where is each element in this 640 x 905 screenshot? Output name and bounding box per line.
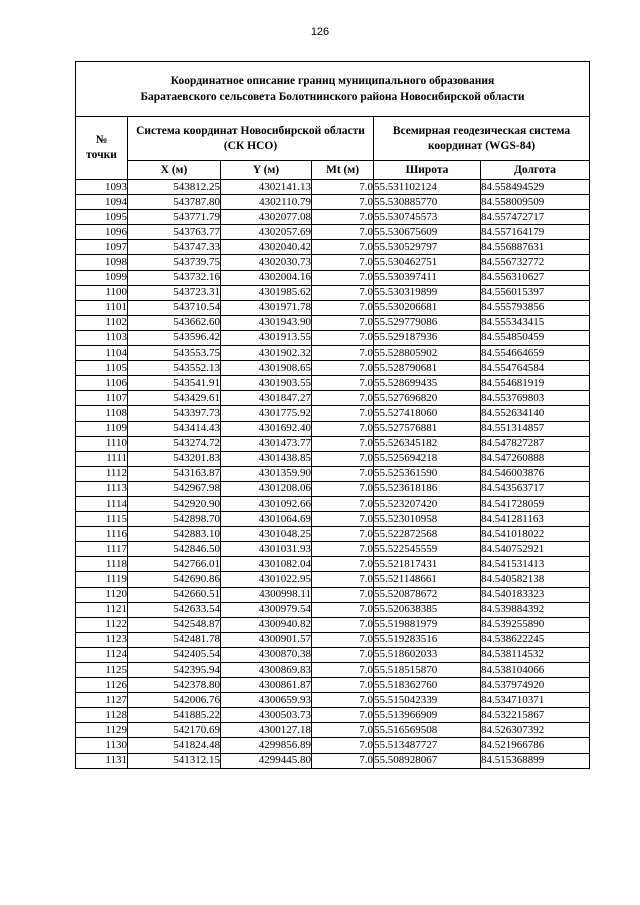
mt-cell: 7.0 [312,617,374,632]
table-row [76,527,590,542]
latitude-cell: 55.530206681 [374,300,481,315]
longitude-cell: 84.555343415 [481,315,590,330]
longitude-cell: 84.557164179 [481,225,590,240]
mt-cell: 7.0 [312,240,374,255]
longitude-cell: 84.539255890 [481,617,590,632]
y-cell: 4301473.77 [221,436,312,451]
x-cell: 542548.87 [128,617,221,632]
table-row [76,376,590,391]
y-cell: 4301359.90 [221,466,312,481]
y-cell: 4301971.78 [221,300,312,315]
table-row [76,300,590,315]
latitude-cell: 55.528805902 [374,346,481,361]
longitude-cell: 84.547827287 [481,436,590,451]
x-cell: 543739.75 [128,255,221,270]
longitude-cell: 84.541531413 [481,557,590,572]
x-cell: 543812.25 [128,180,221,195]
longitude-cell: 84.540183323 [481,587,590,602]
latitude-cell: 55.528790681 [374,361,481,376]
mt-cell: 7.0 [312,406,374,421]
mt-cell: 7.0 [312,723,374,738]
point-number-cell: 1113 [76,481,128,496]
x-cell: 543163.87 [128,466,221,481]
latitude-cell: 55.530885770 [374,195,481,210]
mt-cell: 7.0 [312,270,374,285]
mt-cell: 7.0 [312,210,374,225]
mt-cell: 7.0 [312,753,374,768]
table-row [76,496,590,511]
x-cell: 542006.76 [128,693,221,708]
longitude-cell: 84.554850459 [481,330,590,345]
y-cell: 4300861.87 [221,678,312,693]
mt-cell: 7.0 [312,391,374,406]
x-cell: 543763.77 [128,225,221,240]
x-cell: 542660.51 [128,587,221,602]
longitude-cell: 84.556015397 [481,285,590,300]
latitude-cell: 55.520638385 [374,602,481,617]
x-cell: 541824.48 [128,738,221,753]
x-cell: 543723.31 [128,285,221,300]
longitude-cell: 84.538622245 [481,632,590,647]
point-number-cell: 1112 [76,466,128,481]
x-cell: 543397.73 [128,406,221,421]
table-row [76,406,590,421]
table-row [76,663,590,678]
point-number-cell: 1110 [76,436,128,451]
table-row [76,285,590,300]
latitude-cell: 55.513966909 [374,708,481,723]
y-cell: 4301943.90 [221,315,312,330]
latitude-cell: 55.523010958 [374,512,481,527]
mt-cell: 7.0 [312,451,374,466]
table-row [76,436,590,451]
y-cell: 4299856.89 [221,738,312,753]
latitude-cell: 55.530462751 [374,255,481,270]
mt-cell: 7.0 [312,300,374,315]
header-wgs-system: Всемирная геодезическая система координат (WGS-84) [374,117,590,161]
table-row [76,512,590,527]
y-cell: 4300503.73 [221,708,312,723]
x-cell: 542766.01 [128,557,221,572]
mt-cell: 7.0 [312,466,374,481]
longitude-cell: 84.555793856 [481,300,590,315]
x-cell: 543429.61 [128,391,221,406]
header-longitude: Долгота [481,161,590,180]
point-number-cell: 1120 [76,587,128,602]
header-latitude: Широта [374,161,481,180]
longitude-cell: 84.543563717 [481,481,590,496]
latitude-cell: 55.523618186 [374,481,481,496]
longitude-cell: 84.540752921 [481,542,590,557]
point-number-cell: 1125 [76,663,128,678]
longitude-cell: 84.552634140 [481,406,590,421]
y-cell: 4301048.25 [221,527,312,542]
mt-cell: 7.0 [312,436,374,451]
x-cell: 542633.54 [128,602,221,617]
table-row [76,361,590,376]
mt-cell: 7.0 [312,663,374,678]
x-cell: 542846.50 [128,542,221,557]
point-number-cell: 1098 [76,255,128,270]
mt-cell: 7.0 [312,361,374,376]
point-number-cell: 1129 [76,723,128,738]
mt-cell: 7.0 [312,602,374,617]
x-cell: 543553.75 [128,346,221,361]
header-x: X (м) [128,161,221,180]
x-cell: 542170.69 [128,723,221,738]
latitude-cell: 55.530745573 [374,210,481,225]
y-cell: 4300659.93 [221,693,312,708]
latitude-cell: 55.529779086 [374,315,481,330]
latitude-cell: 55.519283516 [374,632,481,647]
point-number-cell: 1126 [76,678,128,693]
latitude-cell: 55.527696820 [374,391,481,406]
point-number-cell: 1117 [76,542,128,557]
table-row [76,678,590,693]
y-cell: 4302004.16 [221,270,312,285]
point-number-cell: 1097 [76,240,128,255]
table-row [76,421,590,436]
x-cell: 543552.13 [128,361,221,376]
x-cell: 542481.78 [128,632,221,647]
x-cell: 543732.16 [128,270,221,285]
mt-cell: 7.0 [312,496,374,511]
latitude-cell: 55.530319899 [374,285,481,300]
latitude-cell: 55.520878672 [374,587,481,602]
longitude-cell: 84.515368899 [481,753,590,768]
y-cell: 4301208.06 [221,481,312,496]
point-number-cell: 1093 [76,180,128,195]
y-cell: 4301082.04 [221,557,312,572]
point-number-cell: 1119 [76,572,128,587]
table-row [76,195,590,210]
header-mt: Mt (м) [312,161,374,180]
longitude-cell: 84.558494529 [481,180,590,195]
table-row [76,180,590,195]
table-body [76,180,590,769]
y-cell: 4300870.38 [221,647,312,662]
latitude-cell: 55.530675609 [374,225,481,240]
longitude-cell: 84.556887631 [481,240,590,255]
y-cell: 4302057.69 [221,225,312,240]
table-row [76,753,590,768]
mt-cell: 7.0 [312,180,374,195]
mt-cell: 7.0 [312,557,374,572]
mt-cell: 7.0 [312,632,374,647]
header-point-number: № точки [76,117,128,180]
mt-cell: 7.0 [312,421,374,436]
longitude-cell: 84.541281163 [481,512,590,527]
y-cell: 4300901.57 [221,632,312,647]
latitude-cell: 55.528699435 [374,376,481,391]
longitude-cell: 84.547260888 [481,451,590,466]
point-number-cell: 1095 [76,210,128,225]
latitude-cell: 55.530529797 [374,240,481,255]
y-cell: 4302110.79 [221,195,312,210]
table-row [76,708,590,723]
table-row [76,225,590,240]
longitude-cell: 84.556310627 [481,270,590,285]
y-cell: 4301913.55 [221,330,312,345]
point-number-cell: 1121 [76,602,128,617]
y-cell: 4301902.32 [221,346,312,361]
point-number-cell: 1105 [76,361,128,376]
longitude-cell: 84.532215867 [481,708,590,723]
point-number-cell: 1116 [76,527,128,542]
y-cell: 4300998.11 [221,587,312,602]
point-number-cell: 1123 [76,632,128,647]
x-cell: 543710.54 [128,300,221,315]
point-number-cell: 1101 [76,300,128,315]
longitude-cell: 84.553769803 [481,391,590,406]
point-number-cell: 1115 [76,512,128,527]
point-number-cell: 1108 [76,406,128,421]
longitude-cell: 84.541018022 [481,527,590,542]
longitude-cell: 84.526307392 [481,723,590,738]
longitude-cell: 84.534710371 [481,693,590,708]
longitude-cell: 84.540582138 [481,572,590,587]
y-cell: 4301064.69 [221,512,312,527]
mt-cell: 7.0 [312,195,374,210]
latitude-cell: 55.518515870 [374,663,481,678]
latitude-cell: 55.508928067 [374,753,481,768]
table-row [76,738,590,753]
y-cell: 4301692.40 [221,421,312,436]
x-cell: 543596.42 [128,330,221,345]
y-cell: 4301903.55 [221,376,312,391]
latitude-cell: 55.522872568 [374,527,481,542]
x-cell: 541885.22 [128,708,221,723]
table-row [76,346,590,361]
y-cell: 4300979.54 [221,602,312,617]
table-row [76,587,590,602]
title-line-1: Координатное описание границ муниципального образования [170,75,495,87]
y-cell: 4302030.73 [221,255,312,270]
mt-cell: 7.0 [312,527,374,542]
x-cell: 543747.33 [128,240,221,255]
y-cell: 4300869.83 [221,663,312,678]
mt-cell: 7.0 [312,512,374,527]
longitude-cell: 84.554664659 [481,346,590,361]
latitude-cell: 55.518602033 [374,647,481,662]
point-number-cell: 1100 [76,285,128,300]
mt-cell: 7.0 [312,481,374,496]
mt-cell: 7.0 [312,572,374,587]
longitude-cell: 84.539884392 [481,602,590,617]
table-row [76,693,590,708]
y-cell: 4301847.27 [221,391,312,406]
x-cell: 543541.91 [128,376,221,391]
table-row [76,315,590,330]
header-local-system: Система координат Новосибирской области (СК НСО) [128,117,374,161]
table-row [76,210,590,225]
table-row [76,723,590,738]
longitude-cell: 84.557472717 [481,210,590,225]
longitude-cell: 84.538104066 [481,663,590,678]
table-row [76,330,590,345]
point-number-cell: 1131 [76,753,128,768]
latitude-cell: 55.515042339 [374,693,481,708]
y-cell: 4302040.42 [221,240,312,255]
x-cell: 543201.83 [128,451,221,466]
y-cell: 4301985.62 [221,285,312,300]
latitude-cell: 55.521148661 [374,572,481,587]
point-number-cell: 1099 [76,270,128,285]
point-number-cell: 1106 [76,376,128,391]
x-cell: 542395.94 [128,663,221,678]
x-cell: 543771.79 [128,210,221,225]
longitude-cell: 84.551314857 [481,421,590,436]
x-cell: 543414.43 [128,421,221,436]
latitude-cell: 55.522545559 [374,542,481,557]
table-row [76,391,590,406]
longitude-cell: 84.558009509 [481,195,590,210]
latitude-cell: 55.521817431 [374,557,481,572]
mt-cell: 7.0 [312,708,374,723]
table-row [76,240,590,255]
mt-cell: 7.0 [312,330,374,345]
mt-cell: 7.0 [312,315,374,330]
longitude-cell: 84.521966786 [481,738,590,753]
latitude-cell: 55.531102124 [374,180,481,195]
mt-cell: 7.0 [312,693,374,708]
page-number: 126 [310,26,330,38]
point-number-cell: 1130 [76,738,128,753]
x-cell: 541312.15 [128,753,221,768]
table-row [76,617,590,632]
table-row [76,602,590,617]
point-number-cell: 1103 [76,330,128,345]
table-row [76,647,590,662]
table-row [76,481,590,496]
mt-cell: 7.0 [312,255,374,270]
x-cell: 542898.70 [128,512,221,527]
latitude-cell: 55.525694218 [374,451,481,466]
mt-cell: 7.0 [312,738,374,753]
point-number-cell: 1122 [76,617,128,632]
latitude-cell: 55.525361590 [374,466,481,481]
x-cell: 542920.90 [128,496,221,511]
latitude-cell: 55.523207420 [374,496,481,511]
y-cell: 4302141.13 [221,180,312,195]
table-row [76,542,590,557]
table-row [76,451,590,466]
latitude-cell: 55.513487727 [374,738,481,753]
coordinates-table [75,61,590,769]
point-number-cell: 1127 [76,693,128,708]
header-y: Y (м) [221,161,312,180]
point-number-cell: 1114 [76,496,128,511]
longitude-cell: 84.538114532 [481,647,590,662]
y-cell: 4301022.95 [221,572,312,587]
point-number-cell: 1096 [76,225,128,240]
mt-cell: 7.0 [312,285,374,300]
mt-cell: 7.0 [312,542,374,557]
latitude-cell: 55.516569508 [374,723,481,738]
x-cell: 543662.60 [128,315,221,330]
longitude-cell: 84.541728059 [481,496,590,511]
latitude-cell: 55.527576881 [374,421,481,436]
latitude-cell: 55.518362760 [374,678,481,693]
point-number-cell: 1111 [76,451,128,466]
table-title [76,62,590,117]
point-number-cell: 1128 [76,708,128,723]
longitude-cell: 84.537974920 [481,678,590,693]
y-cell: 4300940.82 [221,617,312,632]
y-cell: 4301092.66 [221,496,312,511]
title-line-2: Баратаевского сельсовета Болотнинского района Новосибирской области [140,91,525,103]
table-row [76,270,590,285]
x-cell: 542378.80 [128,678,221,693]
longitude-cell: 84.554681919 [481,376,590,391]
point-number-cell: 1118 [76,557,128,572]
table-row [76,557,590,572]
y-cell: 4300127.18 [221,723,312,738]
latitude-cell: 55.527418060 [374,406,481,421]
point-number-cell: 1102 [76,315,128,330]
latitude-cell: 55.519881979 [374,617,481,632]
x-cell: 542883.10 [128,527,221,542]
x-cell: 542690.86 [128,572,221,587]
table-row [76,255,590,270]
y-cell: 4301908.65 [221,361,312,376]
point-number-cell: 1124 [76,647,128,662]
mt-cell: 7.0 [312,647,374,662]
longitude-cell: 84.554764584 [481,361,590,376]
mt-cell: 7.0 [312,587,374,602]
table-row [76,632,590,647]
mt-cell: 7.0 [312,376,374,391]
point-number-cell: 1094 [76,195,128,210]
longitude-cell: 84.556732772 [481,255,590,270]
table-row [76,572,590,587]
longitude-cell: 84.546003876 [481,466,590,481]
point-number-cell: 1107 [76,391,128,406]
y-cell: 4301775.92 [221,406,312,421]
x-cell: 543274.72 [128,436,221,451]
y-cell: 4301438.85 [221,451,312,466]
mt-cell: 7.0 [312,346,374,361]
mt-cell: 7.0 [312,225,374,240]
table-row [76,466,590,481]
y-cell: 4302077.08 [221,210,312,225]
y-cell: 4301031.93 [221,542,312,557]
x-cell: 542967.98 [128,481,221,496]
point-number-cell: 1104 [76,346,128,361]
mt-cell: 7.0 [312,678,374,693]
x-cell: 542405.54 [128,647,221,662]
latitude-cell: 55.530397411 [374,270,481,285]
latitude-cell: 55.526345182 [374,436,481,451]
latitude-cell: 55.529187936 [374,330,481,345]
x-cell: 543787.80 [128,195,221,210]
y-cell: 4299445.80 [221,753,312,768]
point-number-cell: 1109 [76,421,128,436]
